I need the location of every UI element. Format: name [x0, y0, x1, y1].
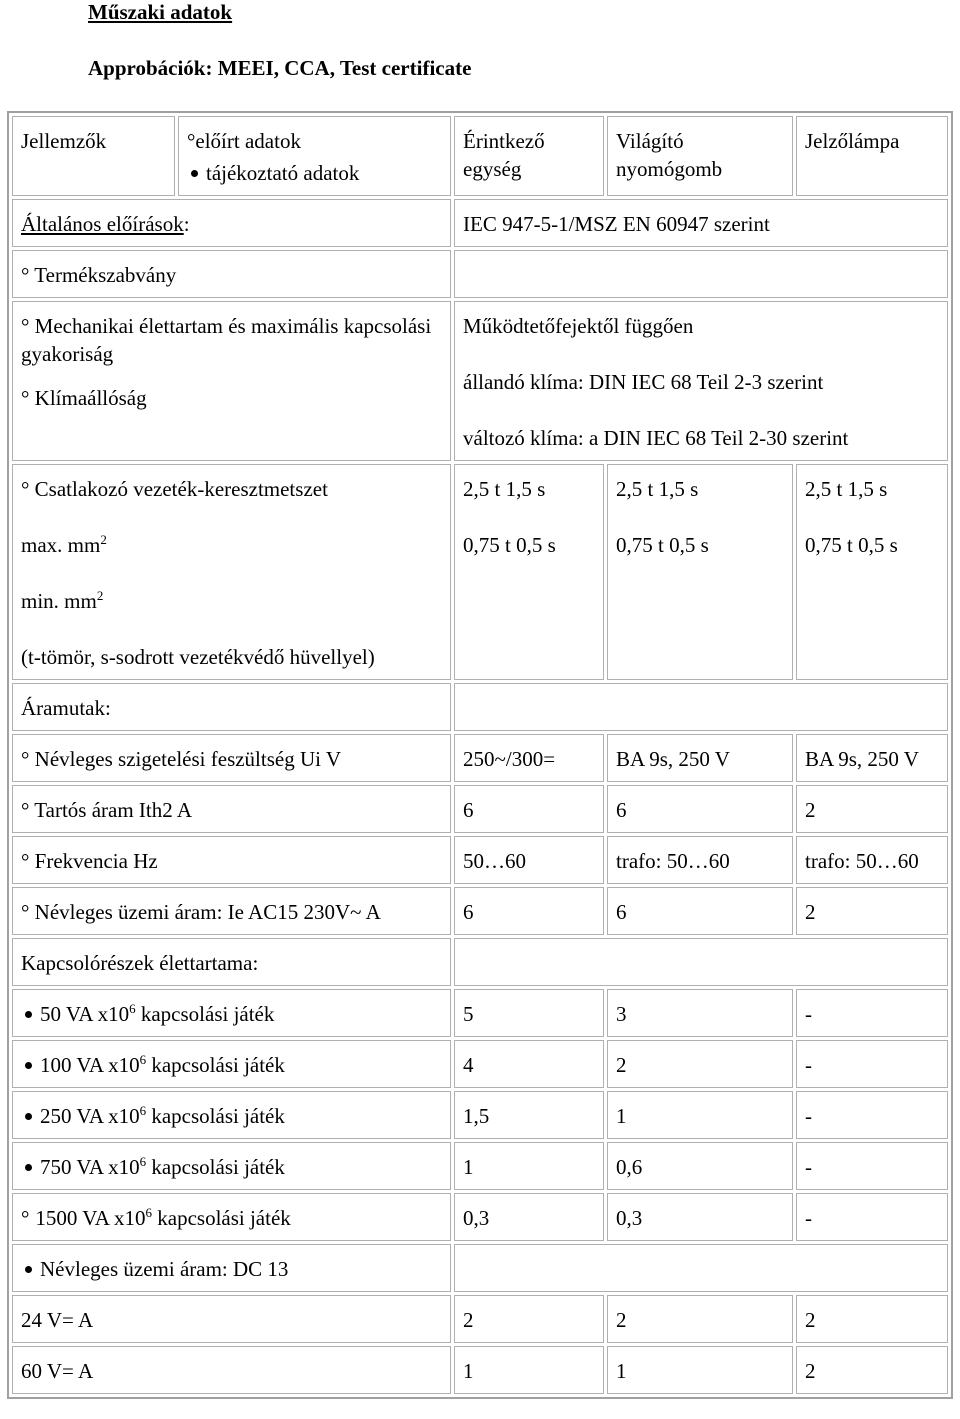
general-label: Általános előírások:: [12, 199, 451, 247]
header-row: [12, 116, 948, 196]
product-standard-value: [454, 250, 948, 298]
approvals-heading: Approbációk: MEEI, CCA, Test certificate: [88, 56, 472, 80]
general-row: [12, 199, 948, 247]
header-legend: [178, 116, 451, 196]
cable-row: [12, 464, 948, 680]
table-row: 60 V= A 1 1 2: [12, 1346, 948, 1394]
mechanical-value: Működtetőfejektől függően állandó klíma: DIN IEC 68 Teil 2-3 szerint változó klíma: a DIN IEC 68 Teil 2-30 szerint: [454, 301, 948, 461]
bullet-icon: [25, 1266, 32, 1273]
table-row: 24 V= A 2 2 2: [12, 1295, 948, 1343]
bullet-icon: [25, 1062, 32, 1069]
degree-icon: °: [21, 1206, 30, 1230]
table-row: ° Frekvencia Hz 50…60 trafo: 50…60 trafo: 50…60: [12, 836, 948, 884]
table-row: ° 1500 VA $x10^6$ kapcsolási játék 0,3 0,3 -: [12, 1193, 948, 1241]
current-paths-row: [12, 683, 948, 731]
header-indicator-lamp: Jelzőlámpa: [796, 116, 948, 196]
table-row: ° Tartós áram Ith2 A 6 6 2: [12, 785, 948, 833]
product-standard-row: [12, 250, 948, 298]
bullet-icon: [191, 170, 198, 177]
cable-value-lamp: 2,5 t 1,5 s 0,75 t 0,5 s: [796, 464, 948, 680]
contact-life-value: [454, 938, 948, 986]
header-illuminated-button: Világító nyomógomb: [607, 116, 793, 196]
table-row: 50 VA $x10^6$ kapcsolási játék 5 3 -: [12, 989, 948, 1037]
cable-value-button: 2,5 t 1,5 s 0,75 t 0,5 s: [607, 464, 793, 680]
mechanical-label: ° Mechanikai élettartam és maximális kapcsolási gyakoriság ° Klímaállóság: [12, 301, 451, 461]
table-row: 100 VA $x10^6$ kapcsolási játék 4 2 -: [12, 1040, 948, 1088]
legend-info: tájékoztató adatok: [187, 159, 442, 187]
contact-life-label: Kapcsolórészek élettartama:: [12, 938, 451, 986]
dc13-label: Névleges üzemi áram: DC 13: [12, 1244, 451, 1292]
dc13-row: [12, 1244, 948, 1292]
product-standard-label: ° Termékszabvány: [12, 250, 451, 298]
dc13-value: [454, 1244, 948, 1292]
specs-table: [7, 111, 953, 1399]
legend-required: °előírt adatok: [187, 129, 301, 153]
mechanical-row: [12, 301, 948, 461]
contact-life-row: [12, 938, 948, 986]
table-row: 750 VA $x10^6$ kapcsolási játék 1 0,6 -: [12, 1142, 948, 1190]
cable-label: ° Csatlakozó vezeték-keresztmetszet max. $mm^2$ min. $mm^2$ (t-tömör, s-sodrott vezetékvédő hüvellyel): [12, 464, 451, 680]
current-paths-value: [454, 683, 948, 731]
cable-value-contact: 2,5 t 1,5 s 0,75 t 0,5 s: [454, 464, 604, 680]
bullet-icon: [25, 1011, 32, 1018]
header-contact-unit: Érintkező egység: [454, 116, 604, 196]
current-paths-label: Áramutak:: [12, 683, 451, 731]
table-row: 250 VA $x10^6$ kapcsolási játék 1,5 1 -: [12, 1091, 948, 1139]
bullet-icon: [25, 1164, 32, 1171]
general-value: IEC 947-5-1/MSZ EN 60947 szerint: [454, 199, 948, 247]
bullet-icon: [25, 1113, 32, 1120]
table-row: ° Névleges szigetelési feszültség Ui V 250~/300= BA 9s, 250 V BA 9s, 250 V: [12, 734, 948, 782]
header-characteristics: Jellemzők: [12, 116, 175, 196]
table-row: ° Névleges üzemi áram: Ie AC15 230V~ A 6 6 2: [12, 887, 948, 935]
page-title: Műszaki adatok: [88, 0, 233, 24]
